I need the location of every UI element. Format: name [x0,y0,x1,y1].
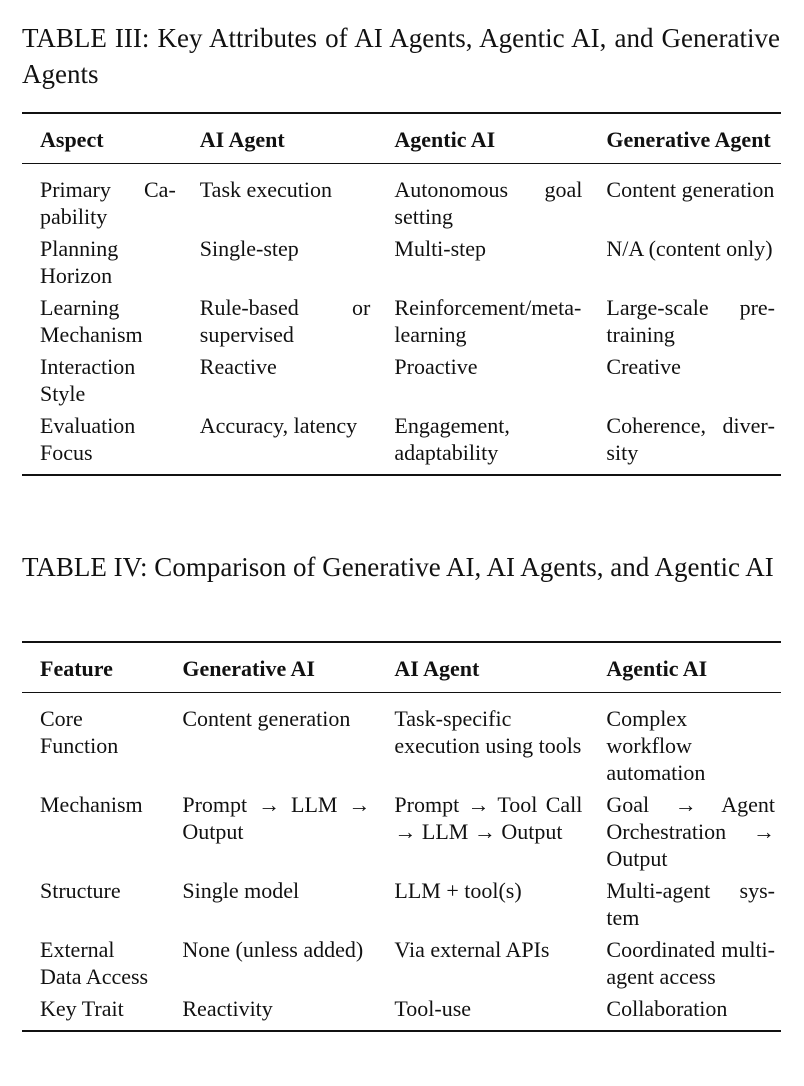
table3-header-agentic-ai: Agentic AI [394,127,496,152]
table4-cell: Prompt → Tool Call → LLM → Output [394,792,583,844]
table4-header-feature: Feature [40,656,113,681]
table4-cell: Multi-agent system [606,878,775,930]
table4-header-row [22,642,781,693]
table-row [22,353,781,412]
table4-header-agentic-ai: Agentic AI [606,656,708,681]
table3-cell: Primary Capability [40,177,176,229]
table3-cell: Reactive [199,354,277,379]
table-row [22,164,781,236]
table4-cell: Single model [182,878,300,903]
table3 [22,112,781,476]
table4-cell: Tool-use [394,996,472,1021]
table3-header-generative-agent: Generative Agent [606,127,771,152]
table-row [22,791,781,877]
table3-header-aspect: Aspect [40,127,104,152]
table-row [22,294,781,353]
table4-cell: Task-specific execution using tools [394,706,582,758]
table3-header-ai-agent: AI Agent [199,127,285,152]
table3-caption: TABLE III: Key Attributes of AI Agents, Agentic AI, and Generative Agents [22,23,780,89]
table4-header-ai-agent: AI Agent [394,656,480,681]
table4-cell: Collaboration [606,996,728,1021]
table3-cell: Interaction Style [40,354,136,406]
table3-cell: Rule-based or supervised [199,295,371,347]
table3-cell: Creative [606,354,681,379]
table-row [22,877,781,936]
table4-header-generative-ai: Generative AI [182,656,315,681]
table-row [22,693,781,792]
table3-cell: Proactive [394,354,478,379]
table3-cell: Content generation [606,177,775,202]
table4-cell: Key Trait [40,996,124,1021]
table3-cell: Coherence, diversity [606,413,775,465]
table4-cell: External Data Access [40,937,149,989]
table4 [22,641,781,1032]
table3-cell: N/A (content only) [606,236,773,261]
table4-cell: Core Function [40,706,119,758]
table3-cell: Task execution [199,177,333,202]
table4-cell: Via external APIs [394,937,550,962]
table4-cell: Content generation [182,706,351,731]
table3-cell: Autonomous goal setting [394,177,583,229]
table4-caption: TABLE IV: Comparison of Generative AI, AI Agents, and Agentic AI [22,552,774,582]
table4-cell: None (unless added) [182,937,364,962]
table3-cell: Multi-step [394,236,487,261]
table4-cell: Mechanism [40,792,143,817]
table4-cell: Coordinated multi-agent access [606,937,775,989]
table4-cell: LLM + tool(s) [394,878,522,903]
table4-cell: Structure [40,878,121,903]
table4-cell: Complex workflow automation [606,706,706,785]
table4-cell: Prompt → LLM → Output [182,792,371,844]
table-row [22,936,781,995]
table3-cell: Engagement, adaptability [394,413,510,465]
table3-cell: Large-scale pretraining [606,295,775,347]
table3-cell: Evaluation Focus [40,413,136,465]
table3-cell: Accuracy, latency [199,413,358,438]
table4-cell: Reactivity [182,996,273,1021]
table-row [22,235,781,294]
table3-cell: Reinforcement/meta-learning [394,295,582,347]
table-row [22,995,781,1031]
table-row [22,412,781,475]
table3-cell: Planning Horizon [40,236,119,288]
table3-header-row [22,113,781,164]
table4-cell: Goal → Agent Orchestration → Output [606,792,775,871]
table3-cell: Single-step [199,236,299,261]
table3-cell: Learning Mechanism [40,295,143,347]
